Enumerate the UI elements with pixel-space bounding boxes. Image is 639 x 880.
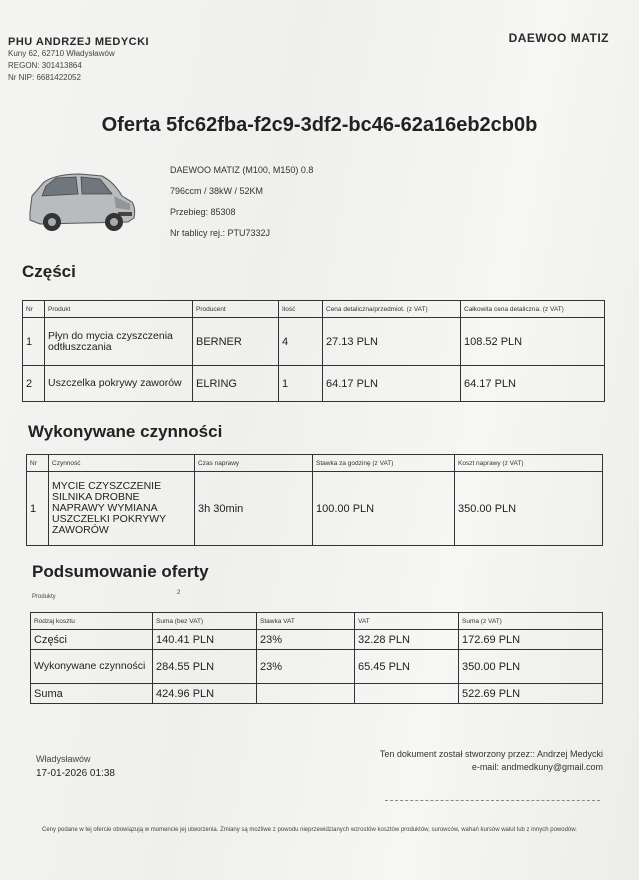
table-cell: 1: [23, 318, 45, 366]
table-row: [27, 472, 603, 546]
table-cell: 284.55 PLN: [153, 650, 257, 684]
labor-table: [26, 454, 603, 546]
car-engine: 796ccm / 38kW / 52KM: [170, 186, 264, 196]
footer-author: [380, 748, 603, 774]
table-cell: Wykonywane czynności: [31, 650, 153, 684]
table-cell: 108.52 PLN: [461, 318, 605, 366]
parts-header-cell: Cena detaliczna/przedmiot. (z VAT): [323, 301, 461, 318]
table-cell: 172.69 PLN: [459, 630, 603, 650]
summary-header-row: [31, 613, 603, 630]
seller-block: [8, 36, 149, 84]
car-mileage: Przebieg: 85308: [170, 207, 236, 217]
table-cell: 3h 30min: [195, 472, 313, 546]
parts-header-cell: Nr: [23, 301, 45, 318]
table-cell: 140.41 PLN: [153, 630, 257, 650]
table-cell: 64.17 PLN: [323, 366, 461, 402]
table-cell: 65.45 PLN: [355, 650, 459, 684]
table-cell: 32.28 PLN: [355, 630, 459, 650]
labor-header-row: [27, 455, 603, 472]
seller-address: Kuny 62, 62710 Władysławów: [8, 49, 115, 58]
car-image: [24, 160, 140, 240]
parts-table: [22, 300, 605, 402]
signature-line: [385, 800, 600, 801]
summary-header-cell: Suma (z VAT): [459, 613, 603, 630]
car-brand: DAEWOO MATIZ: [508, 31, 609, 45]
table-cell: MYCIE CZYSZCZENIE SILNIKA DROBNE NAPRAWY WYMIANA USZCZELKI POKRYWY ZAWORÓW: [49, 472, 195, 546]
table-cell: 27.13 PLN: [323, 318, 461, 366]
table-cell: 4: [279, 318, 323, 366]
table-cell: Uszczelka pokrywy zaworów: [45, 366, 193, 402]
summary-products-count: 2: [177, 590, 181, 596]
labor-header-cell: Stawka za godzinę (z VAT): [313, 455, 455, 472]
seller-name: PHU ANDRZEJ MEDYCKI: [8, 36, 150, 48]
summary-heading: Podsumowanie oferty: [32, 562, 209, 581]
table-cell: 2: [23, 366, 45, 402]
footer-disclaimer: Ceny podane w tej ofercie obowiązują w momencie jej utworzenia. Zmiany są możliwe z powodu nieprzewidzianych wzrostów kosztów produktów, surowców, wahań kursów walut lub z innych powodów.: [42, 827, 577, 833]
table-cell: 1: [279, 366, 323, 402]
labor-header-cell: Czynność: [49, 455, 195, 472]
seller-nip: Nr NIP: 6681422052: [8, 73, 81, 82]
table-row: [23, 366, 605, 402]
table-cell: Części: [31, 630, 153, 650]
summary-products-label: Produkty: [32, 594, 56, 600]
table-cell: BERNER: [193, 318, 279, 366]
parts-header-cell: Producent: [193, 301, 279, 318]
labor-heading: Wykonywane czynności: [28, 422, 223, 441]
summary-header-cell: Rodzaj kosztu: [31, 613, 153, 630]
parts-header-cell: Produkt: [45, 301, 193, 318]
table-cell: [355, 684, 459, 704]
labor-header-cell: Czas naprawy: [195, 455, 313, 472]
labor-header-cell: Koszt naprawy (z VAT): [455, 455, 603, 472]
labor-header-cell: Nr: [27, 455, 49, 472]
table-cell: 64.17 PLN: [461, 366, 605, 402]
table-cell: [257, 684, 355, 704]
car-info: [170, 160, 313, 244]
table-row: [23, 318, 605, 366]
parts-header-row: [23, 301, 605, 318]
table-cell: 100.00 PLN: [313, 472, 455, 546]
table-cell: Suma: [31, 684, 153, 704]
table-cell: ELRING: [193, 366, 279, 402]
car-model: DAEWOO MATIZ (M100, M150) 0.8: [170, 165, 314, 175]
summary-products: [32, 590, 232, 600]
table-row: [31, 630, 603, 650]
car-plate: Nr tablicy rej.: PTU7332J: [170, 228, 271, 238]
footer-city: Władysławów: [36, 754, 91, 764]
offer-title: Oferta 5fc62fba-f2c9-3df2-bc46-62a16eb2cb0b: [101, 114, 538, 136]
table-cell: 23%: [257, 650, 355, 684]
parts-header-cell: Ilość: [279, 301, 323, 318]
summary-table: [30, 612, 603, 704]
table-row: [31, 650, 603, 684]
table-row: [31, 684, 603, 704]
footer-created-by: Ten dokument został stworzony przez:: Andrzej Medycki: [379, 749, 603, 759]
footer-date: 17-01-2026 01:38: [36, 768, 115, 779]
table-cell: Płyn do mycia czyszczenia odtłuszczania: [45, 318, 193, 366]
table-cell: 23%: [257, 630, 355, 650]
summary-header-cell: Stawka VAT: [257, 613, 355, 630]
parts-header-cell: Całkowita cena detaliczna. (z VAT): [461, 301, 605, 318]
table-cell: 424.96 PLN: [153, 684, 257, 704]
summary-header-cell: Suma (bez VAT): [153, 613, 257, 630]
summary-header-cell: VAT: [355, 613, 459, 630]
parts-heading: Części: [22, 262, 76, 281]
table-cell: 350.00 PLN: [455, 472, 603, 546]
footer-email: e-mail: andmedkuny@gmail.com: [471, 762, 603, 772]
table-cell: 522.69 PLN: [459, 684, 603, 704]
table-cell: 350.00 PLN: [459, 650, 603, 684]
table-cell: 1: [27, 472, 49, 546]
seller-regon: REGON: 301413864: [8, 61, 82, 70]
